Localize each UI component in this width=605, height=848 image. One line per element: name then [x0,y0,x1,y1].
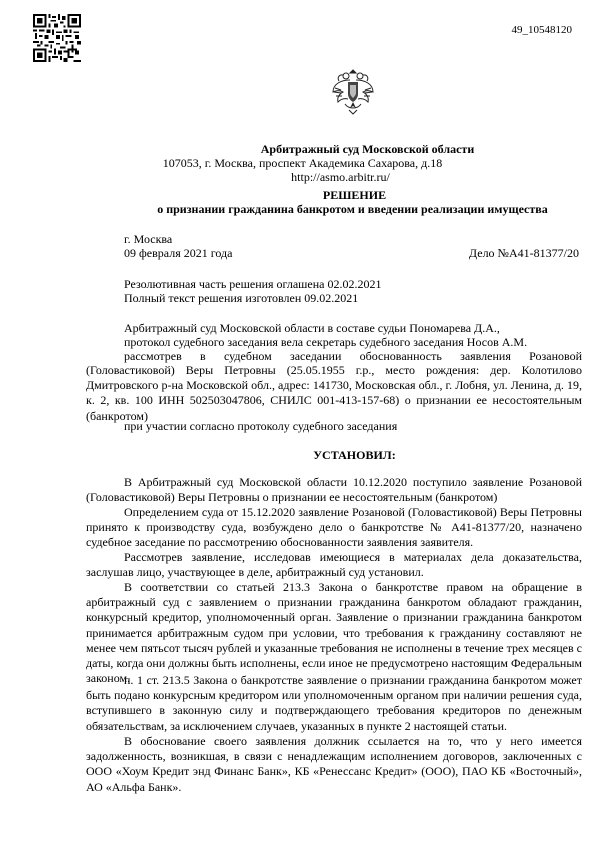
paragraph-2: Определением суда от 15.12.2020 заявление Розановой (Головастиковой) Веры Петровны принято к производству суда, возбуждено дело о банкротстве № А41-81377/20, назначено судебное заседание по рассмотрению обоснованности заявления заявителя. [86,505,582,550]
court-name: Арбитражный суд Московской области [260,142,475,156]
date: 09 февраля 2021 года [124,246,233,260]
intro-applicant-details: (Головастиковой) Веры Петровны (25.05.1955 г.р., место рождения: дер. Колотилово Дмитровского р-на Московской обл., адрес: 141730, Московская обл., г. Лобня, ул. Ленина, д. 19, к. 2, кв. 100 ИНН 502503047806, СНИЛС 001-413-157-68) о признании ее несостоятельным (банкротом) [86,363,582,423]
paragraph-5: п. 1 ст. 213.5 Закона о банкротстве заявление о признании гражданина банкротом может быть подано конкурсным кредитором или уполномоченным органом при наличии решения суда, вступившего в законную силу и подтверждающего требования кредиторов по денежным обязательствам, за исключением случаев, указанных в пункте 2 настоящей статьи. [86,673,582,733]
paragraph-4: В соответствии со статьей 213.3 Закона о банкротстве правом на обращение в арбитражный суд с заявлением о признании гражданина банкротом обладают гражданин, конкурсный кредитор, уполномоченный орган. Заявление о признании гражданина банкротом принимается арбитражным судом при условии, что требования к гражданину составляют не менее чем пятьсот тысяч рублей и указанные требования не исполнены в течение трех месяцев с даты, когда они должны быть исполнены, если иное не предусмотрено настоящим Федеральным законом. [86,580,582,686]
place: г. Москва [124,232,173,246]
court-website[interactable]: http://asmo.arbitr.ru/ [291,170,390,184]
document-title: РЕШЕНИЕ [322,188,387,202]
resolution-announced: Резолютивная часть решения оглашена 02.02.2021 [124,277,382,291]
document-subtitle: о признании гражданина банкротом и введении реализации имущества [157,202,548,216]
paragraph-6: В обоснование своего заявления должник ссылается на то, что у него имеется задолженность, возникшая, в связи с ненадлежащим исполнением договоров, заключенных с ООО «Хоум Кредит энд Финанс Банк», КБ «Ренессанс Кредит» (ООО), ПАО КБ «Восточный», АО «Альфа Банк». [86,734,582,794]
paragraph-1: В Арбитражный суд Московской области 10.12.2020 поступило заявление Розановой (Головастиковой) Веры Петровны о признании ее несостоятельным (банкротом) [86,475,582,505]
intro-composition: Арбитражный суд Московской области в составе судьи Пономарева Д.А., [124,321,500,335]
court-address: 107053, г. Москва, проспект Академика Сахарова, д.18 [162,156,443,170]
established-heading: УСТАНОВИЛ: [313,448,396,462]
coat-of-arms-icon [331,66,375,116]
case-number: Дело №А41-81377/20 [468,246,579,260]
intro-participation: при участии согласно протоколу судебного заседания [124,419,398,433]
document-number: 49_10548120 [511,24,572,36]
qr-code [33,14,81,62]
paragraph-3: Рассмотрев заявление, исследовав имеющиеся в материалах дела доказательства, заслушав лицо, участвующее в деле, арбитражный суд установил. [86,550,582,580]
intro-secretary: протокол судебного заседания вела секретарь судебного заседания Носов А.М. [124,335,528,349]
intro-considered: рассмотрев в судебном заседании обоснованность заявления Розановой [124,349,582,363]
fulltext-prepared: Полный текст решения изготовлен 09.02.2021 [124,291,359,305]
